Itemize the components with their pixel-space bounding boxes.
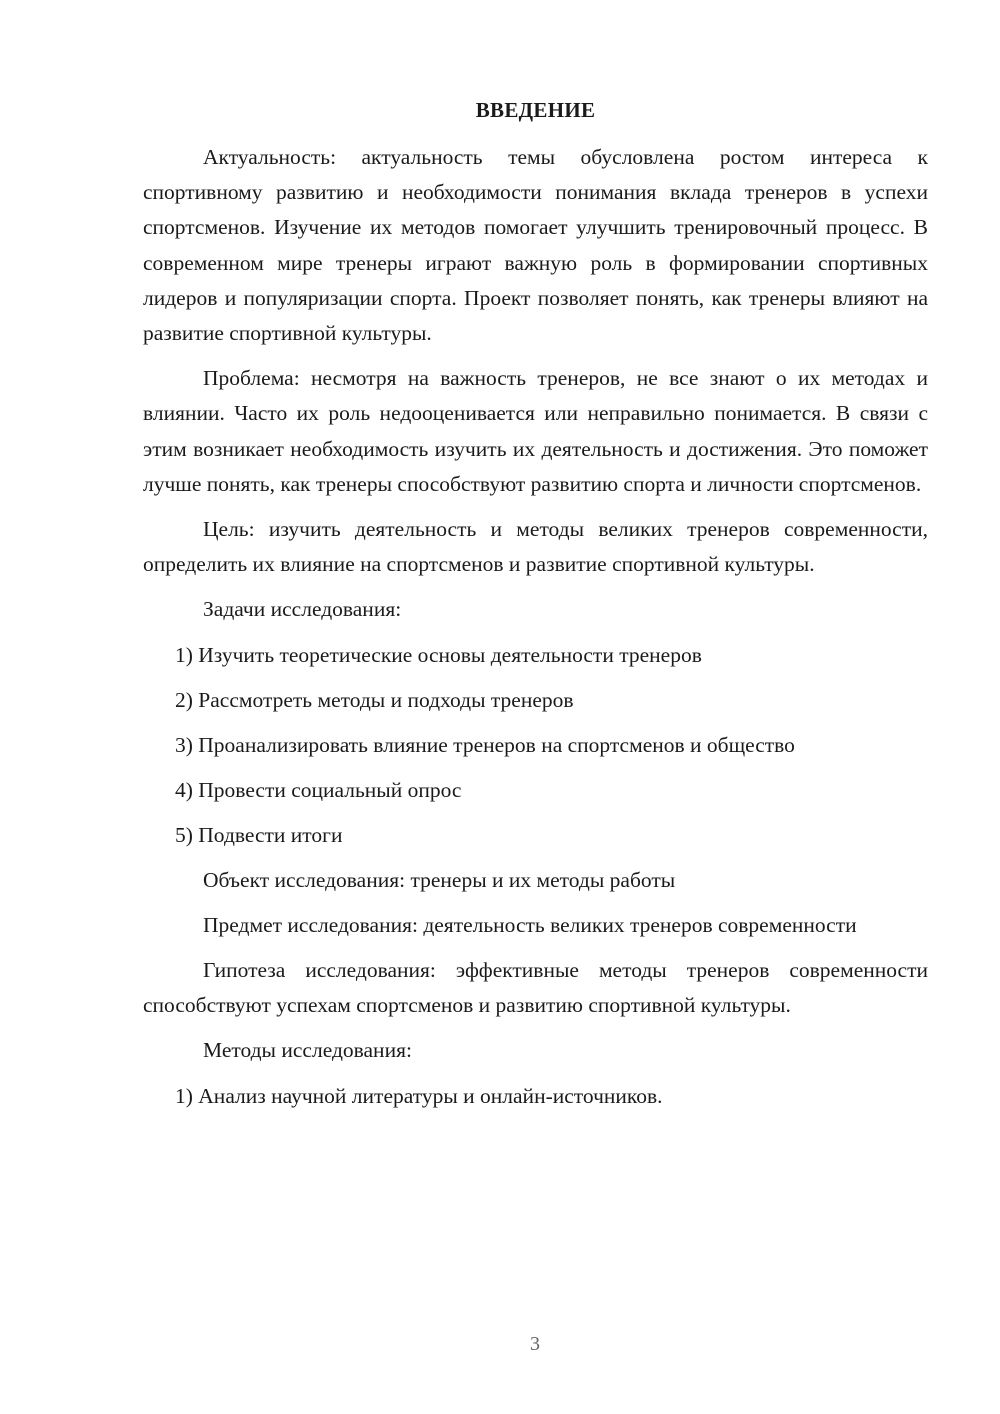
methods-title: Методы исследования: <box>203 1038 412 1063</box>
task-item: 2) Рассмотреть методы и подходы тренеров <box>175 687 574 712</box>
problem-paragraph: Проблема: несмотря на важность тренеров, не все знают о их методах и влиянии. Часто их роль недооценивается или неправильно понимается. В связи с этим возникает необходимость изучить их деятельность и достижения. Это поможет лучше понять, как тренеры способствуют развитию спорта и личности спортсменов. <box>143 366 928 496</box>
task-item: 5) Подвести итоги <box>175 822 343 847</box>
object-paragraph: Объект исследования: тренеры и их методы работы <box>203 867 676 892</box>
page-number: 3 <box>530 1333 540 1355</box>
task-item: 1) Изучить теоретические основы деятельности тренеров <box>175 642 702 667</box>
method-item: 1) Анализ научной литературы и онлайн-источников. <box>175 1083 663 1108</box>
document-page <box>143 93 928 1114</box>
subject-paragraph: Предмет исследования: деятельность великих тренеров современности <box>203 912 857 937</box>
hypothesis-paragraph: Гипотеза исследования: эффективные методы тренеров современности способствуют успехам спортсменов и развитию спортивной культуры. <box>143 958 928 1018</box>
tasks-title: Задачи исследования: <box>203 597 402 622</box>
goal-paragraph: Цель: изучить деятельность и методы великих тренеров современности, определить их влияние на спортсменов и развитие спортивной культуры. <box>143 517 928 577</box>
relevance-paragraph: Актуальность: актуальность темы обусловлена ростом интереса к спортивному развитию и необходимости понимания вклада тренеров в успехи спортсменов. Изучение их методов помогает улучшить тренировочный процесс. В современном мире тренеры играют важную роль в формировании спортивных лидеров и популяризации спорта. Проект позволяет понять, как тренеры влияют на развитие спортивной культуры. <box>143 145 928 346</box>
task-item: 3) Проанализировать влияние тренеров на спортсменов и общество <box>175 732 795 757</box>
page-title: ВВЕДЕНИЕ <box>475 98 596 122</box>
task-item: 4) Провести социальный опрос <box>175 777 462 802</box>
